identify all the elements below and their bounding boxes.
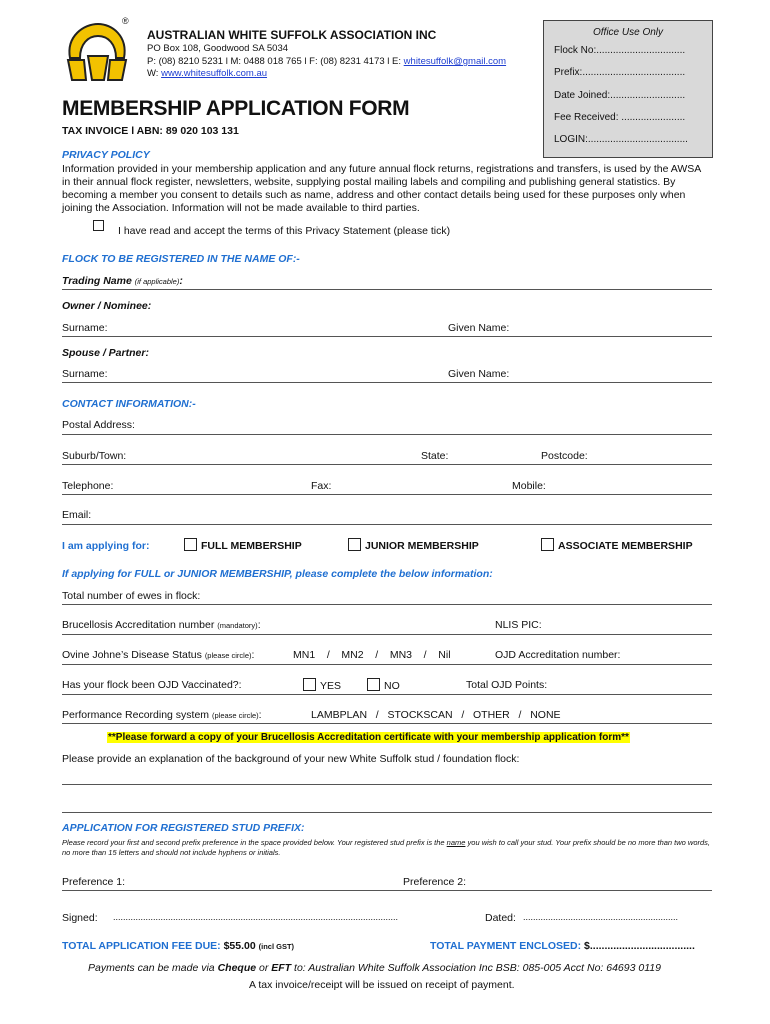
- suburb-label: Suburb/Town:: [62, 450, 127, 462]
- privacy-text: Information provided in your membership application and any future annual flock returns, registrations and transfers, is used by the AWSA in their annual flock register, newsletters, website, supplying postal mailing labels and compiling and publishing general statistics. By becoming a member you consent to details such as name, address and other contact details being used for these purposes only when joining the Association. Information will not be made available to third parties.: [62, 163, 701, 214]
- telephone-label: Telephone:: [62, 480, 114, 492]
- associate-membership-option[interactable]: ASSOCIATE MEMBERSHIP: [541, 538, 693, 552]
- vaccinated-yes-checkbox[interactable]: [303, 678, 316, 691]
- payment-enclosed: TOTAL PAYMENT ENCLOSED: $....................................: [430, 940, 695, 952]
- signed-field[interactable]: ..................................................................................................................: [113, 912, 399, 922]
- ojd-accreditation-label: OJD Accreditation number:: [495, 649, 621, 661]
- vaccinated-yes-option[interactable]: YES: [303, 678, 341, 692]
- brucellosis-line[interactable]: [62, 634, 712, 635]
- full-membership-option[interactable]: FULL MEMBERSHIP: [184, 538, 302, 552]
- signed-label: Signed:: [62, 912, 98, 924]
- prefix-note: Please record your first and second prefix preference in the space provided below. Your registered stud prefix is the name you wish to call your stud. Your prefix should be no more than two words, no more than 15 letters and should not include hyphens or initials.: [62, 838, 711, 857]
- prefix-heading: APPLICATION FOR REGISTERED STUD PREFIX:: [62, 822, 305, 834]
- privacy-heading: PRIVACY POLICY: [62, 149, 150, 161]
- vaccinated-no-option[interactable]: NO: [367, 678, 400, 692]
- trading-name-label: Trading Name (if applicable):: [62, 275, 183, 287]
- office-date-joined: Date Joined:...........................: [554, 90, 686, 101]
- preference-line[interactable]: [62, 890, 712, 891]
- invoice-note: A tax invoice/receipt will be issued on receipt of payment.: [249, 979, 515, 991]
- ovine-label: Ovine Johne’s Disease Status (please circle):: [62, 649, 255, 661]
- junior-membership-option[interactable]: JUNIOR MEMBERSHIP: [348, 538, 479, 552]
- org-name: AUSTRALIAN WHITE SUFFOLK ASSOCIATION INC: [147, 28, 437, 42]
- office-flock-no: Flock No:................................: [554, 45, 686, 56]
- ojd-points-label: Total OJD Points:: [466, 679, 548, 691]
- privacy-accept-label: I have read and accept the terms of this Privacy Statement (please tick): [118, 225, 451, 237]
- trading-name-line[interactable]: [62, 289, 712, 290]
- dated-label: Dated:: [485, 912, 516, 924]
- fax-label: Fax:: [311, 480, 332, 492]
- org-web-line: W: www.whitesuffolk.com.au: [147, 68, 268, 79]
- preference-2-label: Preference 2:: [403, 876, 467, 888]
- telephone-line[interactable]: [62, 494, 712, 495]
- full-membership-checkbox[interactable]: [184, 538, 197, 551]
- office-fee-received: Fee Received: .......................: [554, 112, 686, 123]
- nlis-label: NLIS PIC:: [495, 619, 542, 631]
- office-use-box: [543, 20, 713, 158]
- ewes-label: Total number of ewes in flock:: [62, 590, 201, 602]
- brucellosis-label: Brucellosis Accreditation number (mandatory):: [62, 619, 261, 631]
- ewes-line[interactable]: [62, 604, 712, 605]
- mobile-label: Mobile:: [512, 480, 546, 492]
- owner-surname-label: Surname:: [62, 322, 108, 334]
- spouse-line[interactable]: [62, 382, 712, 383]
- contact-heading: CONTACT INFORMATION:-: [62, 398, 196, 410]
- spouse-surname-label: Surname:: [62, 368, 108, 380]
- state-label: State:: [421, 450, 449, 462]
- payment-details: Payments can be made via Cheque or EFT to: Australian White Suffolk Association Inc BSB: 085-005 Acct No: 64693 0119: [88, 962, 661, 974]
- office-use-title: Office Use Only: [592, 27, 664, 38]
- registered-mark: ®: [122, 16, 129, 26]
- fee-due: TOTAL APPLICATION FEE DUE: $55.00 (incl GST): [62, 940, 295, 952]
- preference-1-label: Preference 1:: [62, 876, 126, 888]
- org-address: PO Box 108, Goodwood SA 5034: [147, 43, 289, 54]
- org-contact-line: P: (08) 8210 5231 l M: 0488 018 765 l F: (08) 8231 4173 l E: whitesuffolk@gmail.com: [147, 56, 507, 67]
- office-prefix: Prefix:.....................................: [554, 67, 686, 78]
- email-line[interactable]: [62, 524, 712, 525]
- owner-label: Owner / Nominee:: [62, 300, 152, 312]
- ojd-status-options[interactable]: MN1 / MN2 / MN3 / Nil: [293, 649, 451, 661]
- applying-label: I am applying for:: [62, 540, 150, 552]
- email-link[interactable]: whitesuffolk@gmail.com: [403, 56, 507, 67]
- vaccinated-line[interactable]: [62, 694, 712, 695]
- forward-notice: **Please forward a copy of your Brucellosis Accreditation certificate with your membership application form**: [108, 732, 629, 743]
- details-heading: If applying for FULL or JUNIOR MEMBERSHIP, please complete the below information:: [62, 568, 493, 580]
- privacy-accept-row: [93, 220, 108, 238]
- flock-heading: FLOCK TO BE REGISTERED IN THE NAME OF:-: [62, 253, 300, 265]
- background-line-1[interactable]: [62, 784, 712, 785]
- performance-label: Performance Recording system (please circle):: [62, 709, 262, 721]
- postal-address-label: Postal Address:: [62, 419, 135, 431]
- owner-line[interactable]: [62, 336, 712, 337]
- ovine-line[interactable]: [62, 664, 712, 665]
- email-label: Email:: [62, 509, 92, 521]
- privacy-accept-checkbox[interactable]: [93, 220, 104, 231]
- tax-invoice-line: TAX INVOICE l ABN: 89 020 103 131: [62, 125, 239, 137]
- background-label: Please provide an explanation of the background of your new White Suffolk stud / foundation flock:: [62, 753, 520, 765]
- association-logo: [62, 18, 132, 86]
- vaccinated-no-checkbox[interactable]: [367, 678, 380, 691]
- office-login: LOGIN:....................................: [554, 134, 688, 145]
- dated-field[interactable]: ..............................................................: [523, 912, 679, 922]
- junior-membership-checkbox[interactable]: [348, 538, 361, 551]
- performance-options[interactable]: LAMBPLAN / STOCKSCAN / OTHER / NONE: [311, 709, 561, 721]
- postal-address-line[interactable]: [62, 434, 712, 435]
- background-line-2[interactable]: [62, 812, 712, 813]
- associate-membership-checkbox[interactable]: [541, 538, 554, 551]
- website-link[interactable]: www.whitesuffolk.com.au: [161, 68, 268, 79]
- suburb-line[interactable]: [62, 464, 712, 465]
- owner-given-name-label: Given Name:: [448, 322, 510, 334]
- page-title: MEMBERSHIP APPLICATION FORM: [62, 97, 410, 120]
- postcode-label: Postcode:: [541, 450, 588, 462]
- performance-line[interactable]: [62, 723, 712, 724]
- vaccinated-label: Has your flock been OJD Vaccinated?:: [62, 679, 242, 691]
- spouse-given-name-label: Given Name:: [448, 368, 510, 380]
- spouse-label: Spouse / Partner:: [62, 347, 149, 359]
